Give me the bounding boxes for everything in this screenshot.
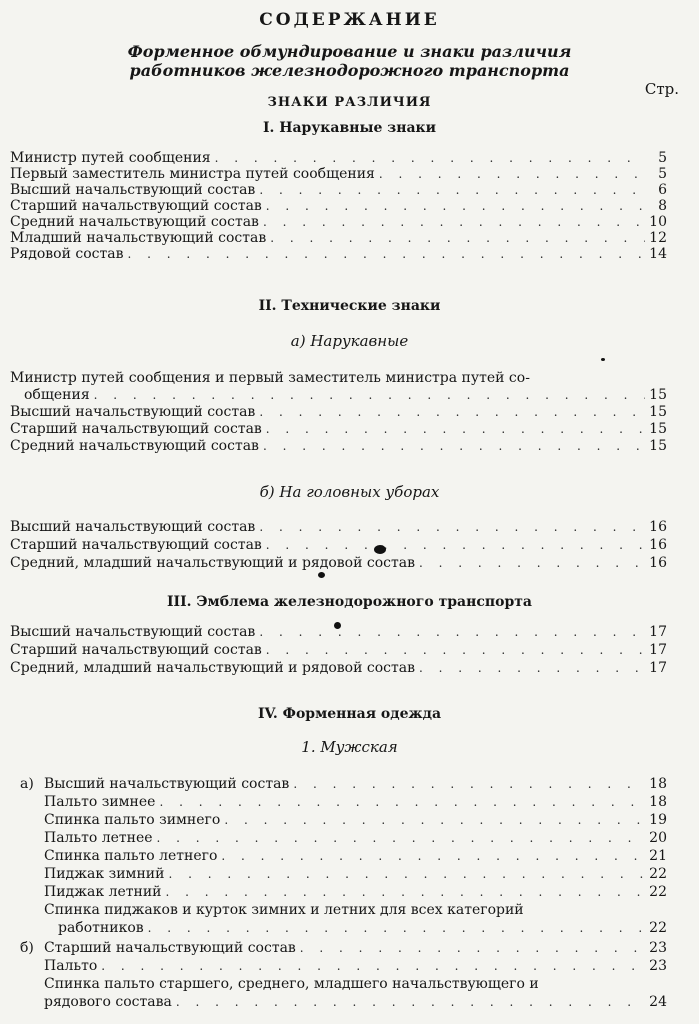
section-1-heading: I. Нарукавные знаки (262, 120, 437, 136)
page-column-label: Стр. (644, 80, 679, 98)
list-marker-a: а) (20, 776, 34, 792)
toc-entry: Младший начальствующий состав . . . 12 (10, 230, 667, 247)
toc-entry: Первый заместитель министра путей сообщения . . . 5 (10, 166, 667, 183)
section-2a-heading: а) Нарукавные (290, 332, 409, 350)
section-3-heading: III. Эмблема железнодорожного транспорта (167, 594, 532, 610)
toc-entry: рядового состава . . . 24 (44, 994, 667, 1011)
toc-entry: Средний начальствующий состав . . . 15 (10, 438, 667, 455)
toc-entry: Высший начальствующий состав . . . 15 (10, 404, 667, 421)
toc-entry: Средний, младший начальствующий и рядовой состав . . . 17 (10, 660, 667, 677)
toc-entry: Высший начальствующий состав . . . 17 (10, 624, 667, 641)
subtitle-line-1: Форменное обмундирование и знаки различия (127, 42, 572, 61)
toc-entry: Рядовой состав . . . 14 (10, 246, 667, 263)
toc-entry: Пальто . . . 23 (44, 958, 667, 975)
section-4-heading: IV. Форменная одежда (257, 706, 442, 722)
toc-entry: Высший начальствующий состав . . . 18 (44, 776, 667, 793)
toc-entry: Пальто летнее . . . 20 (44, 830, 667, 847)
toc-entry: Пальто зимнее . . . 18 (44, 794, 667, 811)
toc-entry: Пиджак зимний . . . 22 (44, 866, 667, 883)
ink-blot (374, 545, 386, 554)
ink-blot (334, 622, 341, 629)
section-2-heading: II. Технические знаки (258, 298, 441, 314)
toc-entry-line: Спинка пиджаков и курток зимних и летних для всех категорий (44, 902, 524, 918)
toc-entry: Старший начальствующий состав . . . 23 (44, 940, 667, 957)
toc-entry: Высший начальствующий состав . . . 6 (10, 182, 667, 199)
list-marker-b: б) (20, 940, 34, 956)
section-2b-heading: б) На головных уборах (259, 483, 440, 501)
toc-entry: Спинка пальто летнего . . . 21 (44, 848, 667, 865)
section-caps-heading: ЗНАКИ РАЗЛИЧИЯ (267, 95, 432, 110)
toc-entry: Старший начальствующий состав . . . 17 (10, 642, 667, 659)
section-4-subheading: 1. Мужская (301, 738, 398, 756)
toc-entry: Старший начальствующий состав . . . 16 (10, 537, 667, 554)
toc-entry-line: Министр путей сообщения и первый заместитель министра путей со- (10, 370, 530, 386)
toc-entry: общения . . . 15 (24, 387, 667, 404)
toc-entry: работников . . . 22 (58, 920, 667, 937)
toc-entry: Старший начальствующий состав . . . 15 (10, 421, 667, 438)
toc-entry: Средний, младший начальствующий и рядовой состав . . . 16 (10, 555, 667, 572)
toc-entry: Министр путей сообщения . . . 5 (10, 150, 667, 167)
subtitle-line-2: работников железнодорожного транспорта (129, 61, 570, 80)
ink-speck (318, 572, 325, 578)
toc-entry: Высший начальствующий состав . . . 16 (10, 519, 667, 536)
toc-entry: Пиджак летний . . . 22 (44, 884, 667, 901)
toc-entry: Средний начальствующий состав . . . 10 (10, 214, 667, 231)
toc-entry: Старший начальствующий состав . . . 8 (10, 198, 667, 215)
toc-entry: Спинка пальто зимнего . . . 19 (44, 812, 667, 829)
page-title: СОДЕРЖАНИЕ (259, 10, 440, 30)
ink-speck (601, 358, 605, 361)
toc-entry-line: Спинка пальто старшего, среднего, младшего начальствующего и (44, 976, 539, 992)
